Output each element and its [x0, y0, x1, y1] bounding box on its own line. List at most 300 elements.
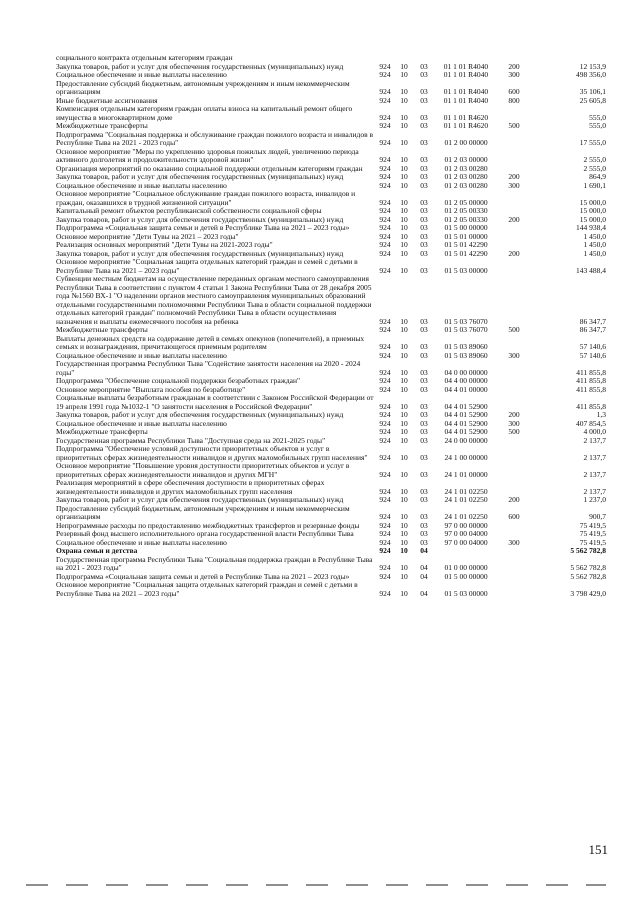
row-target-article: 01 2 03 00000 — [444, 155, 488, 164]
row-name: Подпрограмма "Обеспечение социальной поддержки безработных граждан" — [56, 376, 301, 385]
row-grbs: 924 — [379, 512, 391, 521]
row-grbs: 924 — [379, 384, 391, 394]
row-target-article: 01 5 03 76070 — [444, 316, 488, 326]
row-target-article: 01 2 05 00330 — [444, 214, 488, 224]
row-target-article: 01 5 03 00000 — [444, 588, 488, 598]
row-amount: 411 855,8 — [576, 401, 606, 411]
row-grbs: 924 — [379, 452, 391, 462]
row-amount: 498 356,0 — [576, 70, 606, 79]
row-section: 10 — [400, 529, 408, 538]
row-section: 10 — [400, 172, 408, 181]
table-row — [54, 80, 612, 97]
row-target-article: 01 2 05 00000 — [444, 197, 488, 207]
row-expense-type: 300 — [508, 418, 520, 428]
row-grbs: 924 — [379, 265, 391, 275]
row-name: Реализация мероприятий в сфере обеспечения доступности в приоритетных сферах жизнедеятельности инвалидов и других маломобильных групп населения — [56, 478, 325, 496]
row-expense-type: 200 — [508, 410, 520, 419]
row-grbs: 924 — [379, 87, 391, 96]
row-subsection: 03 — [420, 452, 428, 462]
row-section: 10 — [400, 265, 408, 275]
table-row — [54, 505, 612, 522]
row-subsection: 03 — [420, 486, 428, 496]
row-section: 10 — [400, 180, 408, 190]
row-amount: 75 419,5 — [579, 520, 606, 530]
budget-table — [54, 54, 612, 598]
row-name: Резервный фонд высшего исполнительного органа государственной власти Республики Тыва — [56, 529, 354, 538]
footer-scan-marks — [26, 884, 606, 886]
row-subsection: 03 — [420, 138, 428, 147]
row-name: Основное мероприятие "Социальная защита отдельных категорий граждан и семей с детьми в Республике Тыва на 2021 – 2023 годы" — [56, 257, 358, 275]
row-expense-type: 200 — [508, 214, 520, 224]
row-section: 10 — [400, 231, 408, 241]
row-grbs: 924 — [379, 588, 391, 598]
row-grbs: 924 — [379, 342, 391, 351]
row-target-article: 04 4 01 00000 — [444, 384, 488, 394]
row-grbs: 924 — [379, 469, 391, 479]
row-target-article: 01 2 03 00280 — [444, 172, 488, 181]
row-subsection: 03 — [420, 512, 428, 521]
row-section: 10 — [400, 197, 408, 207]
row-name: Компенсация отдельным категориям граждан оплаты взноса на капитальный ремонт общего имущества в многоквартирном доме — [56, 104, 353, 122]
row-expense-type: 500 — [508, 325, 520, 334]
row-subsection: 03 — [420, 401, 428, 411]
row-amount: 555,0 — [589, 121, 606, 130]
row-subsection: 03 — [420, 427, 428, 436]
row-amount: 2 137,7 — [583, 486, 606, 496]
row-subsection: 03 — [420, 70, 428, 79]
table-row — [54, 258, 612, 275]
row-expense-type — [498, 377, 530, 386]
row-expense-type — [498, 386, 530, 395]
table-row — [54, 581, 612, 598]
row-expense-type — [498, 233, 530, 242]
row-expense-type — [498, 360, 530, 377]
row-expense-type — [498, 547, 530, 556]
row-grbs: 924 — [379, 316, 391, 326]
row-subsection: 03 — [420, 214, 428, 224]
row-expense-type: 500 — [508, 427, 520, 436]
row-expense-type: 200 — [508, 172, 520, 181]
row-grbs: 924 — [379, 95, 391, 105]
row-name: Основное мероприятие "Дети Тувы на 2021 – 2023 годы" — [56, 231, 239, 241]
row-subsection: 03 — [420, 342, 428, 351]
row-expense-type — [498, 335, 530, 352]
row-section: 10 — [400, 112, 408, 122]
row-subsection: 04 — [420, 571, 428, 581]
row-section: 10 — [400, 418, 408, 428]
row-expense-type — [498, 394, 530, 411]
row-amount: 17 555,0 — [579, 138, 606, 147]
row-section: 10 — [400, 61, 408, 71]
row-section: 10 — [400, 316, 408, 326]
row-expense-type — [498, 556, 530, 573]
row-grbs: 924 — [379, 401, 391, 411]
row-target-article: 01 2 00 00000 — [444, 138, 488, 147]
row-grbs: 924 — [379, 248, 391, 258]
row-name: Социальное обеспечение и иные выплаты населению — [56, 537, 227, 547]
row-amount: 2 137,7 — [583, 469, 606, 479]
row-grbs: 924 — [379, 495, 391, 504]
row-target-article: 97 0 00 00000 — [444, 520, 488, 530]
row-grbs: 924 — [379, 214, 391, 224]
row-grbs: 924 — [379, 376, 391, 385]
row-target-article: 01 5 01 42290 — [444, 240, 488, 249]
row-target-article: 24 1 01 02250 — [444, 512, 488, 521]
row-section: 10 — [400, 342, 408, 351]
row-section: 10 — [400, 452, 408, 462]
row-target-article: 24 1 01 02250 — [444, 495, 488, 504]
row-expense-type: 200 — [508, 61, 520, 71]
row-expense-type: 200 — [508, 248, 520, 258]
row-grbs: 924 — [379, 206, 391, 215]
row-amount: 57 140,6 — [579, 342, 606, 351]
row-amount: 12 153,9 — [579, 61, 606, 71]
row-grbs: 924 — [379, 163, 391, 173]
row-subsection: 03 — [420, 367, 428, 377]
row-grbs: 924 — [379, 546, 391, 555]
row-expense-type — [498, 190, 530, 207]
row-grbs: 924 — [379, 410, 391, 419]
row-section: 10 — [400, 486, 408, 496]
row-target-article: 01 5 01 00000 — [444, 231, 488, 241]
row-expense-type — [498, 148, 530, 165]
row-name: Основное мероприятие "Социальное обслуживание граждан пожилого возраста, инвалидов и граждан, оказавшихся в трудной жизненной ситуации" — [56, 189, 356, 207]
row-target-article: 24 1 00 00000 — [444, 452, 488, 462]
row-section: 10 — [400, 469, 408, 479]
table-row — [54, 394, 612, 411]
row-subsection: 03 — [420, 316, 428, 326]
row-grbs: 924 — [379, 138, 391, 147]
row-subsection: 03 — [420, 206, 428, 215]
row-section: 10 — [400, 248, 408, 258]
row-amount: 143 488,4 — [576, 265, 606, 275]
row-grbs: 924 — [379, 537, 391, 547]
row-target-article: 01 5 00 00000 — [444, 571, 488, 581]
table-row — [54, 539, 612, 548]
row-expense-type — [498, 275, 530, 326]
row-grbs: 924 — [379, 367, 391, 377]
row-expense-type: 600 — [508, 512, 520, 521]
row-subsection: 03 — [420, 163, 428, 173]
row-grbs: 924 — [379, 172, 391, 181]
row-grbs: 924 — [379, 197, 391, 207]
row-target-article: 04 0 00 00000 — [444, 367, 488, 377]
row-section: 10 — [400, 206, 408, 215]
row-expense-type: 800 — [508, 95, 520, 105]
row-grbs: 924 — [379, 350, 391, 360]
row-amount: 144 938,4 — [576, 223, 606, 232]
row-expense-type: 300 — [508, 70, 520, 79]
row-amount: 2 555,0 — [583, 163, 606, 173]
row-name: Социальное обеспечение и иные выплаты населению — [56, 350, 227, 360]
row-target-article: 01 1 01 R4620 — [443, 121, 489, 130]
row-target-article: 04 4 00 00000 — [444, 376, 488, 385]
row-name: Субвенции местным бюджетам на осуществление переданных органам местного самоуправления Республики Тыва в соответствии с пунктом 4 статьи 1 Закона Республики Тыва от 28 декабря 2005 года №1560 ВХ-1 "О наделении органов местного самоуправления муниципальных образований отдельными государственными полномочиями Республики Тыва в области социальной поддержки отдельных категорий граждан" полномочий Республики Тыва в области осуществления назначения и выплаты ежемесячного пособия на ребенка — [56, 274, 372, 326]
row-subsection: 03 — [420, 537, 428, 547]
row-name: Социальное обеспечение и иные выплаты населению — [56, 70, 227, 79]
row-amount: 1 237,0 — [583, 495, 606, 504]
row-amount: 75 419,5 — [579, 537, 606, 547]
row-amount: 3 798 429,0 — [570, 588, 606, 598]
row-target-article: 01 5 01 42290 — [444, 248, 488, 258]
row-section: 10 — [400, 537, 408, 547]
row-target-article: 04 4 01 52900 — [444, 418, 488, 428]
row-section: 10 — [400, 495, 408, 504]
row-target-article: 01 2 05 00330 — [444, 206, 488, 215]
row-subsection: 03 — [420, 197, 428, 207]
table-row — [54, 131, 612, 148]
row-amount: 75 419,5 — [579, 529, 606, 538]
table-row — [54, 556, 612, 573]
row-target-article: 01 5 00 00000 — [444, 223, 488, 232]
row-target-article: 24 0 00 00000 — [444, 435, 488, 445]
row-target-article: 01 5 03 76070 — [444, 325, 488, 334]
row-section: 10 — [400, 588, 408, 598]
row-section: 10 — [400, 384, 408, 394]
row-subsection: 03 — [420, 112, 428, 122]
row-name: Закупка товаров, работ и услуг для обеспечения государственных (муниципальных) нужд — [56, 248, 344, 258]
row-name: Социальное обеспечение и иные выплаты населению — [56, 418, 227, 428]
row-section: 10 — [400, 155, 408, 164]
row-grbs: 924 — [379, 240, 391, 249]
row-target-article: 01 1 01 R4040 — [443, 61, 489, 71]
row-name: Основное мероприятие "Повышение уровня доступности приоритетных объектов и услуг в приоритетных сферах жизнедеятельности инвалидов и других МГН" — [56, 461, 350, 479]
row-expense-type — [498, 522, 530, 531]
row-subsection: 03 — [420, 231, 428, 241]
row-target-article: 01 1 01 R4040 — [443, 70, 489, 79]
row-amount: 411 855,8 — [576, 376, 606, 385]
row-amount: 86 347,7 — [579, 325, 606, 334]
page-number: 151 — [588, 842, 608, 857]
table-row — [54, 335, 612, 352]
row-amount: 15 000,0 — [579, 214, 606, 224]
row-expense-type: 300 — [508, 180, 520, 190]
row-subsection: 03 — [420, 240, 428, 249]
row-section: 10 — [400, 121, 408, 130]
row-subsection: 03 — [420, 435, 428, 445]
row-name: Капитальный ремонт объектов республиканской собственности социальной сферы — [56, 206, 322, 215]
row-name: Государственная программа Республики Тыва "Социальная поддержка граждан в Республике Тыва на 2021 - 2023 годы" — [56, 554, 373, 572]
row-subsection: 03 — [420, 121, 428, 130]
row-name: Подпрограмма "Социальная поддержка и обслуживание граждан пожилого возраста и инвалидов в Республике Тыва на 2021 - 2023 годы" — [56, 129, 374, 147]
row-grbs: 924 — [379, 418, 391, 428]
row-grbs: 924 — [379, 529, 391, 538]
row-target-article: 97 0 00 04000 — [444, 529, 488, 538]
row-subsection: 03 — [420, 469, 428, 479]
row-amount: 411 855,8 — [576, 384, 606, 394]
row-target-article: 04 4 01 52900 — [444, 401, 488, 411]
row-name: Социальные выплаты безработным гражданам в соответствии с Законом Российской Федерации от 19 апреля 1991 года №1032-1 "О занятости населения в Российской Федерации" — [56, 393, 374, 411]
row-section: 10 — [400, 376, 408, 385]
row-expense-type — [498, 445, 530, 462]
row-name: Предоставление субсидий бюджетным, автономным учреждениям и иным некоммерческим организациям — [56, 503, 350, 521]
row-subsection: 03 — [420, 529, 428, 538]
row-expense-type — [498, 479, 530, 496]
row-amount: 2 555,0 — [583, 155, 606, 164]
row-section: 10 — [400, 223, 408, 232]
row-subsection: 03 — [420, 384, 428, 394]
row-grbs: 924 — [379, 325, 391, 334]
row-subsection: 03 — [420, 410, 428, 419]
row-grbs: 924 — [379, 563, 391, 572]
row-amount: 35 106,1 — [579, 87, 606, 96]
row-subsection: 03 — [420, 350, 428, 360]
row-section: 10 — [400, 410, 408, 419]
row-section: 10 — [400, 325, 408, 334]
row-section: 10 — [400, 512, 408, 521]
row-grbs: 924 — [379, 223, 391, 232]
row-target-article: 01 2 03 00280 — [444, 180, 488, 190]
row-target-article: 04 4 01 52900 — [444, 427, 488, 436]
row-amount: 5 562 782,8 — [570, 563, 606, 572]
row-subsection: 03 — [420, 172, 428, 181]
row-name: Закупка товаров, работ и услуг для обеспечения государственных (муниципальных) нужд — [56, 495, 344, 504]
row-subsection: 03 — [420, 495, 428, 504]
row-name: Подпрограмма «Социальная защита семьи и детей в Республике Тыва на 2021 – 2023 годы» — [56, 571, 350, 581]
row-section: 10 — [400, 138, 408, 147]
row-expense-type: 500 — [508, 121, 520, 130]
row-subsection: 03 — [420, 376, 428, 385]
row-subsection: 04 — [420, 563, 428, 572]
row-section: 10 — [400, 546, 408, 555]
row-subsection: 03 — [420, 520, 428, 530]
row-target-article: 01 5 03 00000 — [444, 265, 488, 275]
row-target-article: 01 5 03 89060 — [444, 350, 488, 360]
row-subsection: 03 — [420, 180, 428, 190]
row-grbs: 924 — [379, 486, 391, 496]
row-amount: 5 562 782,8 — [570, 571, 606, 581]
row-amount: 407 854,5 — [576, 418, 606, 428]
row-name: Основное мероприятие "Меры по укреплению здоровья пожилых людей, увеличению периода активного долголетия и продолжительности здоровой жизни" — [56, 146, 359, 164]
row-name: Реализация основных мероприятий "Дети Тувы на 2021-2023 годы" — [56, 240, 273, 249]
row-expense-type: 300 — [508, 537, 520, 547]
row-amount: 15 000,0 — [579, 206, 606, 215]
row-expense-type: 200 — [508, 495, 520, 504]
row-target-article: 01 5 03 89060 — [444, 342, 488, 351]
table-row — [54, 445, 612, 462]
row-section: 10 — [400, 401, 408, 411]
row-name: Охрана семьи и детства — [56, 546, 138, 555]
row-grbs: 924 — [379, 155, 391, 164]
row-amount: 1 450,0 — [583, 231, 606, 241]
row-amount: 411 855,8 — [576, 367, 606, 377]
row-subsection: 03 — [420, 87, 428, 96]
row-target-article — [434, 547, 498, 556]
row-expense-type: 600 — [508, 87, 520, 96]
row-subsection: 04 — [420, 588, 428, 598]
row-target-article: 01 0 00 00000 — [444, 563, 488, 572]
row-amount: 555,0 — [589, 112, 606, 122]
row-expense-type — [498, 258, 530, 275]
row-name: Основное мероприятие "Выплата пособия по безработице" — [56, 384, 246, 394]
row-amount: 4 000,0 — [583, 427, 606, 436]
row-grbs: 924 — [379, 70, 391, 79]
row-section: 10 — [400, 95, 408, 105]
row-subsection: 03 — [420, 155, 428, 164]
row-name: Закупка товаров, работ и услуг для обеспечения государственных (муниципальных) нужд — [56, 172, 344, 181]
table-row — [54, 275, 612, 326]
row-amount: 1 690,1 — [583, 180, 606, 190]
row-name: Непрограммные расходы по предоставлению межбюджетных трансфертов и резервные фонды — [56, 520, 360, 530]
row-name: Предоставление субсидий бюджетным, автономным учреждениям и иным некоммерческим организациям — [56, 78, 350, 96]
row-name: Подпрограмма "Обеспечение условий доступности приоритетных объектов и услуг в приоритетных сферах жизнедеятельности инвалидов и других маломобильных групп населения" — [56, 444, 368, 462]
row-name: Выплаты денежных средств на содержание детей в семьях опекунов (попечителей), в приемных семьях и вознаграждения, причитающегося приемным родителям — [56, 333, 365, 351]
row-grbs: 924 — [379, 231, 391, 241]
row-expense-type — [498, 437, 530, 446]
table-row — [54, 462, 612, 479]
row-subsection: 03 — [420, 223, 428, 232]
row-amount: 86 347,7 — [579, 316, 606, 326]
row-amount: 1,3 — [596, 410, 606, 419]
row-grbs: 924 — [379, 180, 391, 190]
row-subsection: 03 — [420, 265, 428, 275]
budget-table-body — [54, 54, 612, 598]
row-amount: 15 000,0 — [579, 197, 606, 207]
row-subsection: 03 — [420, 418, 428, 428]
row-target-article: 01 1 01 R4040 — [443, 95, 489, 105]
row-subsection: 03 — [420, 61, 428, 71]
row-section: 10 — [400, 87, 408, 96]
row-section: 10 — [400, 571, 408, 581]
row-expense-type — [498, 131, 530, 148]
row-expense-type — [498, 573, 530, 582]
row-target-article: 97 0 00 04000 — [444, 537, 488, 547]
row-name: Государственная программа Республики Тыва "Содействие занятости населения на 2020 - 2024 годы" — [56, 359, 361, 377]
row-subsection: 03 — [420, 325, 428, 334]
row-subsection: 03 — [420, 248, 428, 258]
row-name: Закупка товаров, работ и услуг для обеспечения государственных (муниципальных) нужд — [56, 61, 344, 71]
row-expense-type — [498, 462, 530, 479]
row-name: Межбюджетные трансферты — [56, 427, 148, 436]
row-target-article: 01 1 01 R4040 — [443, 87, 489, 96]
row-name: социального контракта отдельным категориям граждан — [56, 53, 233, 62]
row-subsection: 03 — [420, 95, 428, 105]
row-section: 10 — [400, 520, 408, 530]
row-name: Подпрограмма «Социальная защита семьи и детей в Республике Тыва на 2021 – 2023 годы» — [56, 223, 350, 232]
row-subsection: 04 — [420, 546, 428, 555]
row-amount: 2 137,7 — [583, 452, 606, 462]
row-grbs: 924 — [379, 520, 391, 530]
row-grbs: 924 — [379, 427, 391, 436]
row-name: Основное мероприятие "Социальная защита отдельных категорий граждан и семей с детьми в Республике Тыва на 2021 – 2023 годы" — [56, 580, 358, 598]
row-grbs: 924 — [379, 112, 391, 122]
row-target-article: 01 2 03 00280 — [444, 163, 488, 173]
row-target-article: 04 4 01 52900 — [444, 410, 488, 419]
row-section: 10 — [400, 70, 408, 79]
row-expense-type — [498, 581, 530, 598]
row-amount: 1 450,0 — [583, 240, 606, 249]
row-amount: 57 140,6 — [579, 350, 606, 360]
row-target-article: 01 1 01 R4620 — [443, 112, 489, 122]
row-expense-type: 300 — [508, 350, 520, 360]
row-section: 10 — [400, 435, 408, 445]
row-section: 10 — [400, 163, 408, 173]
row-section: 10 — [400, 563, 408, 572]
table-row — [54, 148, 612, 165]
row-section: 10 — [400, 214, 408, 224]
row-section: 10 — [400, 350, 408, 360]
row-name: Государственная программа Республики Тыва "Доступная среда на 2021-2025 годы" — [56, 435, 326, 445]
row-grbs: 924 — [379, 435, 391, 445]
table-row — [54, 190, 612, 207]
row-grbs: 924 — [379, 61, 391, 71]
row-expense-type — [498, 105, 530, 122]
row-amount: 900,7 — [589, 512, 606, 521]
row-name: Иные бюджетные ассигнования — [56, 95, 158, 105]
row-amount: 864,9 — [589, 172, 606, 181]
table-row — [54, 360, 612, 377]
table-row — [54, 105, 612, 122]
